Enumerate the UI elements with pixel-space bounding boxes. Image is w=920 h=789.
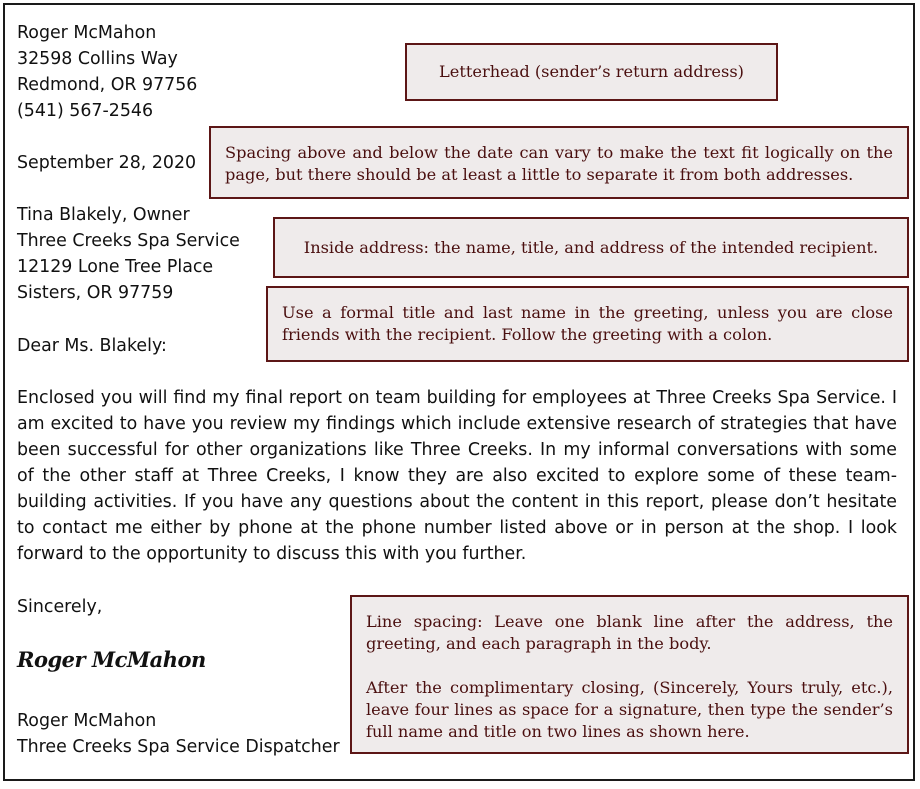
note-line-spacing-text: Line spacing: Leave one blank line after the address, the greeting, and each paragraph in the body. xyxy=(366,612,893,653)
sender-phone: (541) 567-2546 xyxy=(17,101,154,121)
recipient-name-title: Tina Blakely, Owner xyxy=(17,205,190,225)
body-paragraph: Enclosed you will find my final report on team building for employees at Three Creeks Spa Service. I am excited to have you review my findings which include extensive research of strategies that have been successful for other organizations like Three Creeks. In my informal conversations with some of the other staff at Three Creeks, I know they are also excited to explore some of these team-building activities. If you have any questions about the content in this report, please don’t hesitate to contact me either by phone at the phone number listed above or in person at the shop. I look forward to the opportunity to discuss this with you further. xyxy=(17,388,897,564)
note-closing-spacing-text: After the complimentary closing, (Sincerely, Yours truly, etc.), leave four lines as space for a signature, then type the sender’s full name and title on two lines as shown here. xyxy=(366,678,893,741)
signer-title: Three Creeks Spa Service Dispatcher xyxy=(17,737,340,757)
note-inside-address-text: Inside address: the name, title, and address of the intended recipient. xyxy=(303,237,879,257)
recipient-company: Three Creeks Spa Service xyxy=(17,231,240,251)
sender-city-state-zip: Redmond, OR 97756 xyxy=(17,75,198,95)
sender-street: 32598 Collins Way xyxy=(17,49,178,69)
sender-name: Roger McMahon xyxy=(17,23,157,43)
sender-address xyxy=(17,20,197,124)
greeting: Dear Ms. Blakely: xyxy=(17,336,167,356)
recipient-city-state-zip: Sisters, OR 97759 xyxy=(17,283,174,303)
letter-page xyxy=(3,3,915,781)
note-letterhead-text: Letterhead (sender’s return address) xyxy=(439,62,744,81)
note-inside-address xyxy=(273,217,909,278)
note-greeting-text: Use a formal title and last name in the greeting, unless you are close friends with the recipient. Follow the greeting with a colon. xyxy=(282,303,893,344)
signer-name: Roger McMahon xyxy=(17,711,157,731)
note-letterhead xyxy=(405,43,778,101)
closing-block xyxy=(17,594,102,620)
handwritten-signature: Roger McMahon xyxy=(17,647,206,672)
recipient-address xyxy=(17,202,240,306)
letter-date: September 28, 2020 xyxy=(17,153,197,173)
note-greeting xyxy=(266,286,909,362)
note-line-spacing xyxy=(350,595,909,754)
greeting-block xyxy=(17,333,167,359)
letter-date-block xyxy=(17,150,196,176)
recipient-street: 12129 Lone Tree Place xyxy=(17,257,214,277)
signer-block xyxy=(17,708,340,760)
note-date-spacing xyxy=(209,126,909,199)
note-date-spacing-text: Spacing above and below the date can vary to make the text fit logically on the page, but there should be at least a little to separate it from both addresses. xyxy=(225,143,893,184)
complimentary-closing: Sincerely, xyxy=(17,597,103,617)
